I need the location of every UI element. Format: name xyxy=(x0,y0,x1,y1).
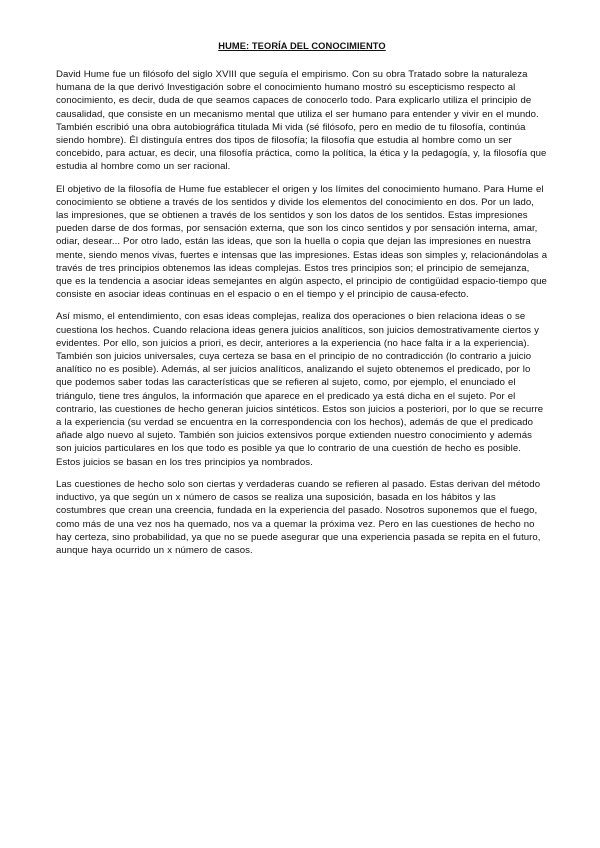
document-title: HUME: TEORÍA DEL CONOCIMIENTO xyxy=(218,41,386,51)
paragraph-introduction: David Hume fue un filósofo del siglo XVIII que seguía el empirismo. Con su obra Tratado sobre la naturaleza humana de la que derivó Investigación sobre el conocimiento humano mostró su escepticismo respecto al conocimiento, es decir, duda de que seamos capaces de conocerlo todo. Para explicarlo utiliza el principio de causalidad, que consiste en un mecanismo mental que utiliza el ser humano para entender y vivir en el mundo. También escribió una obra autobiográfica titulada Mi vida (sé filósofo, pero en medio de tu filosofía, continúa siendo hombre). Él distinguía entres dos tipos de filosofía; la filosofía que estudia al hombre como un ser concebido, para actuar, es decir, una filosofía práctica, como la política, la ética y la pedagogía, y, la filosofía que estudia al hombre como un ser racional. xyxy=(56,69,547,173)
document-page xyxy=(56,40,548,566)
paragraph-understanding: Así mismo, el entendimiento, con esas ideas complejas, realiza dos operaciones o bien relaciona ideas o se cuestiona los hechos. Cuando relaciona ideas genera juicios analíticos, son juicios demostrativamente ciertos y evidentes. Por ello, son juicios a priori, es decir, anteriores a la experiencia (no hace falta ir a la experiencia). También son juicios universales, cuya certeza se basa en el principio de no contradicción (lo contrario a juicio analítico no es posible). Además, al ser juicios analíticos, analizando el sujeto obtenemos el predicado, por lo que podemos saber todas las características que se refieren al sujeto, como, por ejemplo, el enunciado el triángulo, tiene tres ángulos, la información que aparece en el predicado ya está dicha en el sujeto. Por el contrario, las cuestiones de hecho generan juicios sintéticos. Estos son juicios a posteriori, por lo que se recurre a la experiencia (su verdad se encuentra en la correspondencia con los hechos), además de que el predicado añade algo nuevo al sujeto. También son juicios extensivos porque extienden nuestro conocimiento y además son juicios particulares en los que todo es posible ya que lo contrario de una cuestión de hecho es posible. Estos juicios se basan en los tres principios ya nombrados. xyxy=(56,311,544,468)
paragraph-objective: El objetivo de la filosofía de Hume fue establecer el origen y los límites del conocimiento humano. Para Hume el conocimiento se obtiene a través de los sentidos y divide los elementos del conocimiento en dos. Por un lado, las impresiones, que se obtienen a través de los sentidos y son los datos de los sentidos. Estas impresiones pueden darse de dos formas, por sensación externa, que son los cinco sentidos y por sensación interna, amar, odiar, desear... Por otro lado, están las ideas, que son la huella o copia que dejan las impresiones en nuestra mente, siendo menos vivas, fuertes e intensas que las impresiones. Estas ideas son simples y, relacionándolas a través de tres principios obtenemos las ideas complejas. Estos tres principios son; el principio de semejanza, que es la tendencia a asociar ideas semejantes en algún aspecto, el principio de contigüidad espacio-tiempo que consiste en asociar ideas continuas en el espacio o en el tiempo y el principio de causa-efecto. xyxy=(56,183,548,301)
paragraph-matters-of-fact: Las cuestiones de hecho solo son ciertas y verdaderas cuando se refieren al pasado. Estas derivan del método inductivo, ya que según un x número de casos se realiza una suposición, basada en los hábitos y las costumbres que crean una creencia, fundada en la experiencia del pasado. Nosotros suponemos que el fuego, como más de una vez nos ha quemado, nos va a quemar la próxima vez. Pero en las cuestiones de hecho no hay certeza, sino probabilidad, ya que no se puede asegurar que una experiencia pasada se repita en el futuro, aunque haya ocurrido un x número de casos. xyxy=(56,478,541,556)
